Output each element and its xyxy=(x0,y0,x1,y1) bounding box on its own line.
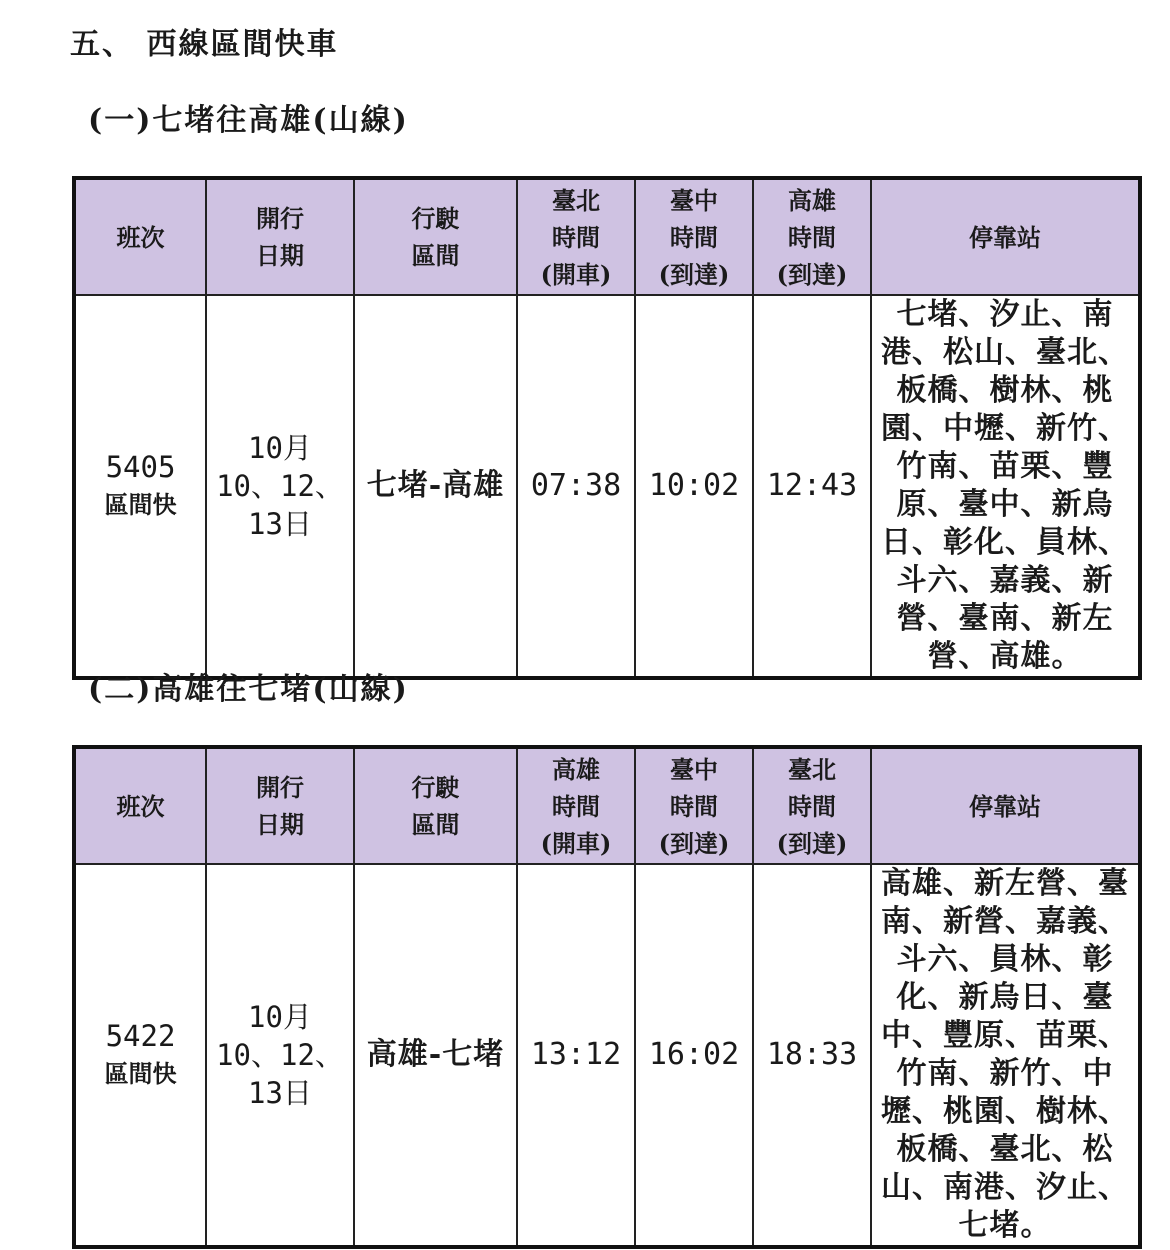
table-row xyxy=(74,864,1140,1247)
date-month: 10月 xyxy=(248,1000,312,1034)
section-heading-keelung-bound: (二)高雄往七堵(山線) xyxy=(88,672,409,707)
train-cell xyxy=(74,295,206,678)
time-cell-3: 12:43 xyxy=(753,295,871,678)
table-row xyxy=(74,295,1140,678)
date-last: 13日 xyxy=(248,507,312,541)
stops-cell: 七堵、汐止、南港、松山、臺北、板橋、樹林、桃園、中壢、新竹、竹南、苗栗、豐原、臺中、新烏日、彰化、員林、斗六、嘉義、新營、臺南、新左營、高雄。 xyxy=(871,295,1140,678)
col-header-train: 班次 xyxy=(74,747,206,864)
route-cell: 高雄-七堵 xyxy=(354,864,517,1247)
stops-cell: 高雄、新左營、臺南、新營、嘉義、斗六、員林、彰化、新烏日、臺中、豐原、苗栗、竹南、新竹、中壢、桃園、樹林、板橋、臺北、松山、南港、汐止、七堵。 xyxy=(871,864,1140,1247)
table-header-row xyxy=(74,178,1140,295)
train-number: 5405 xyxy=(105,450,176,484)
col-header-time-2: 臺中 時間 (到達) xyxy=(635,747,753,864)
date-days: 10、12、 xyxy=(216,469,344,503)
section-heading-kaohsiung-bound: (一)七堵往高雄(山線) xyxy=(88,103,409,138)
train-number: 5422 xyxy=(105,1019,176,1053)
date-month: 10月 xyxy=(248,431,312,465)
time-cell-2: 10:02 xyxy=(635,295,753,678)
timetable-kaohsiung-bound xyxy=(72,176,1142,680)
col-header-time-1: 高雄 時間 (開車) xyxy=(517,747,635,864)
train-type: 區間快 xyxy=(104,1059,177,1088)
time-cell-3: 18:33 xyxy=(753,864,871,1247)
time-cell-2: 16:02 xyxy=(635,864,753,1247)
col-header-time-3: 臺北 時間 (到達) xyxy=(753,747,871,864)
col-header-time-1: 臺北 時間 (開車) xyxy=(517,178,635,295)
table-header-row xyxy=(74,747,1140,864)
col-header-time-2: 臺中 時間 (到達) xyxy=(635,178,753,295)
col-header-train: 班次 xyxy=(74,178,206,295)
train-cell xyxy=(74,864,206,1247)
date-last: 13日 xyxy=(248,1076,312,1110)
col-header-date: 開行 日期 xyxy=(206,178,354,295)
date-cell xyxy=(206,864,354,1247)
col-header-date: 開行 日期 xyxy=(206,747,354,864)
col-header-stops: 停靠站 xyxy=(871,747,1140,864)
col-header-stops: 停靠站 xyxy=(871,178,1140,295)
date-days: 10、12、 xyxy=(216,1038,344,1072)
train-type: 區間快 xyxy=(104,490,177,519)
date-cell xyxy=(206,295,354,678)
col-header-route: 行駛 區間 xyxy=(354,747,517,864)
time-cell-1: 07:38 xyxy=(517,295,635,678)
time-cell-1: 13:12 xyxy=(517,864,635,1247)
main-heading: 五、 西線區間快車 xyxy=(70,27,339,62)
col-header-route: 行駛 區間 xyxy=(354,178,517,295)
timetable-qidu-bound xyxy=(72,745,1142,1249)
route-cell: 七堵-高雄 xyxy=(354,295,517,678)
col-header-time-3: 高雄 時間 (到達) xyxy=(753,178,871,295)
